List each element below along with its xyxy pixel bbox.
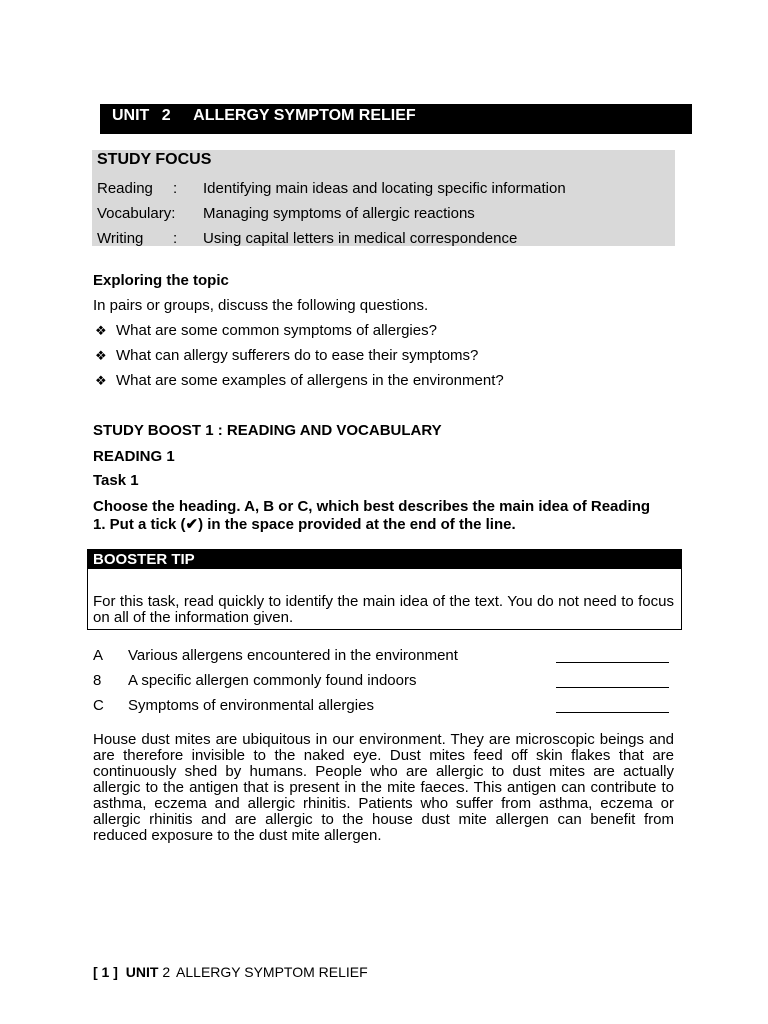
option-text-c: Symptoms of environmental allergies xyxy=(128,697,374,714)
focus-label-writing: Writing xyxy=(97,230,144,247)
footer-unit-title: ALLERGY SYMPTOM RELIEF xyxy=(176,964,368,980)
answer-blank-b[interactable] xyxy=(556,686,669,688)
footer-page-number: [ 1 ] xyxy=(93,964,118,980)
footer-unit-label: UNIT xyxy=(125,964,159,980)
bullet-icon: ❖ xyxy=(95,323,107,338)
bullet-icon: ❖ xyxy=(95,373,107,388)
booster-tip-heading: BOOSTER TIP xyxy=(87,549,682,569)
question-1: What are some common symptoms of allergies? xyxy=(116,322,437,339)
focus-colon-reading: : xyxy=(173,180,178,197)
focus-text-reading: Identifying main ideas and locating specific information xyxy=(203,180,566,197)
footer-unit-number: 2 xyxy=(162,964,171,980)
task-heading: Task 1 xyxy=(93,472,139,489)
exploring-intro: In pairs or groups, discuss the following questions. xyxy=(93,297,429,314)
unit-number: 2 xyxy=(161,107,171,124)
question-3: What are some examples of allergens in the environment? xyxy=(116,372,504,389)
option-letter-b: 8 xyxy=(93,672,102,689)
task-instruction-line-2: 1. Put a tick (✔) in the space provided at the end of the line. xyxy=(93,516,516,533)
task-instruction-line-1: Choose the heading. A, B or C, which best describes the main idea of Reading xyxy=(93,498,651,515)
option-text-b: A specific allergen commonly found indoors xyxy=(128,672,417,689)
reading-passage: House dust mites are ubiquitous in our environment. They are microscopic beings and are therefore invisible to the naked eye. Dust mites feed off skin flakes that are continuously shed by humans. People who are allergic to dust mites are actually allergic to the antigen that is present in the mite faeces. This antigen can contribute to asthma, eczema and allergic rhinitis. Patients who suffer from asthma, eczema or allergic rhinitis and are allergic to the house dust mite allergen can benefit from reduced exposure to the dust mite allergen. xyxy=(93,731,674,844)
option-letter-c: C xyxy=(93,697,104,714)
focus-label-vocabulary: Vocabulary: xyxy=(97,205,176,222)
study-focus-title: STUDY FOCUS xyxy=(97,151,212,168)
reading-heading: READING 1 xyxy=(93,448,175,465)
exploring-heading: Exploring the topic xyxy=(93,272,229,289)
page-footer xyxy=(93,964,368,980)
option-text-a: Various allergens encountered in the environment xyxy=(128,647,458,664)
option-letter-a: A xyxy=(93,647,104,664)
unit-title: ALLERGY SYMPTOM RELIEF xyxy=(193,107,416,124)
question-2: What can allergy sufferers do to ease their symptoms? xyxy=(116,347,479,364)
unit-header-bar xyxy=(100,104,692,134)
focus-label-reading: Reading xyxy=(97,180,153,197)
study-boost-heading: STUDY BOOST 1 : READING AND VOCABULARY xyxy=(93,422,442,439)
answer-blank-a[interactable] xyxy=(556,661,669,663)
bullet-icon: ❖ xyxy=(95,348,107,363)
booster-tip-text: For this task, read quickly to identify the main idea of the text. You do not need to focus on all of the information given. xyxy=(93,593,674,626)
focus-text-writing: Using capital letters in medical correspondence xyxy=(203,230,518,247)
focus-text-vocabulary: Managing symptoms of allergic reactions xyxy=(203,205,475,222)
answer-blank-c[interactable] xyxy=(556,711,669,713)
unit-label: UNIT xyxy=(112,107,150,124)
focus-colon-writing: : xyxy=(173,230,178,247)
